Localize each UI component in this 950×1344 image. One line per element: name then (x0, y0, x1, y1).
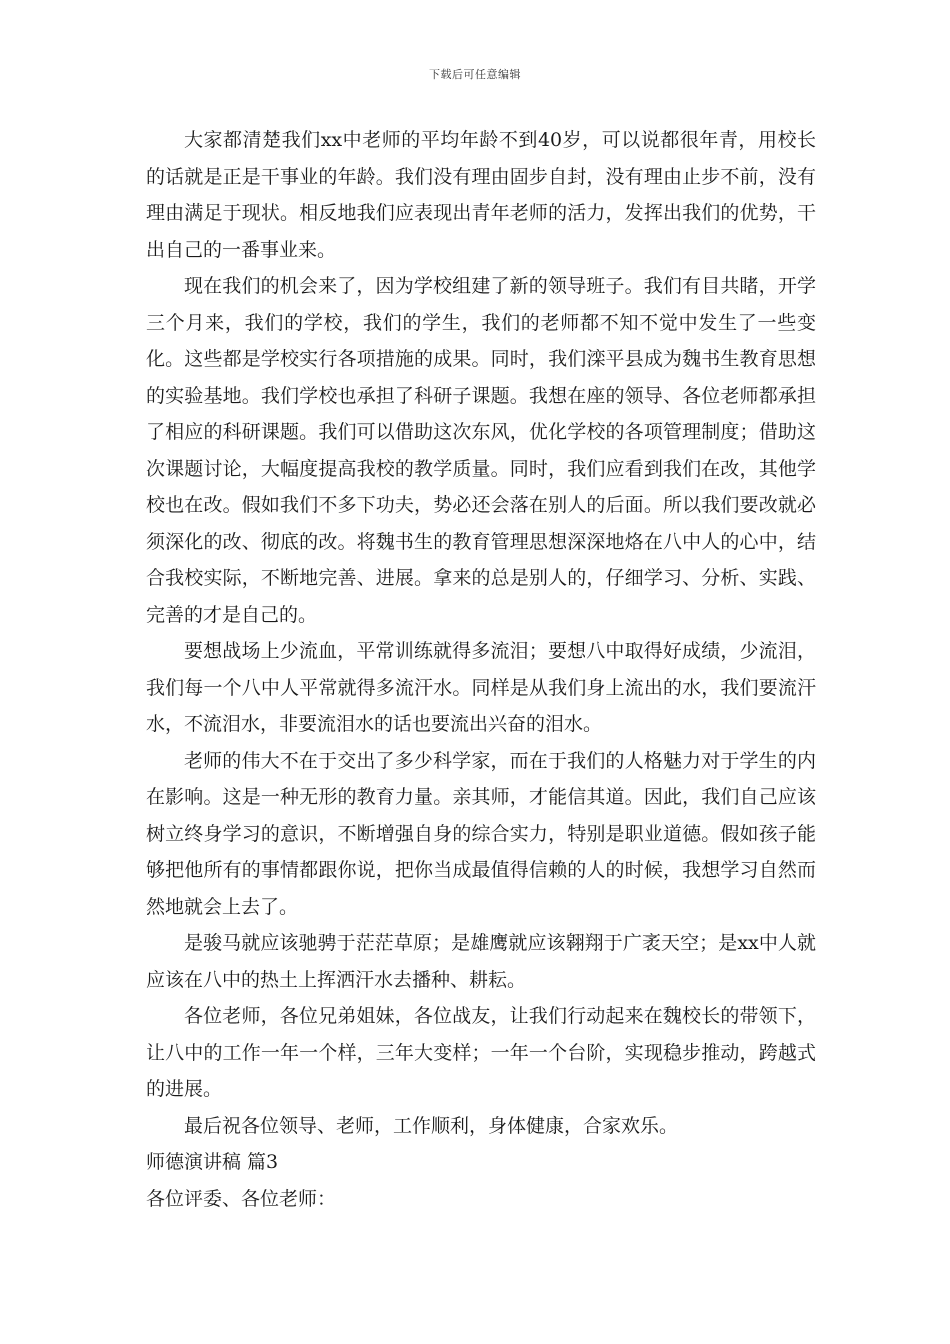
paragraph: 现在我们的机会来了，因为学校组建了新的领导班子。我们有目共睹，开学三个月来，我们的学校，我们的学生，我们的老师都不知不觉中发生了一些变化。这些都是学校实行各项措施的成果。同时，我们滦平县成为魏书生教育思想的实验基地。我们学校也承担了科研子课题。我想在座的领导、各位老师都承担了相应的科研课题。我们可以借助这次东风，优化学校的各项管理制度；借助这次课题讨论，大幅度提高我校的教学质量。同时，我们应看到我们在改，其他学校也在改。假如我们不多下功夫，势必还会落在别人的后面。所以我们要改就必须深化的改、彻底的改。将魏书生的教育管理思想深深地烙在八中人的心中，结合我校实际，不断地完善、进展。拿来的总是别人的，仔细学习、分析、实践、完善的才是自己的。 (146, 275, 816, 626)
paragraph: 各位老师，各位兄弟姐妹，各位战友，让我们行动起来在魏校长的带领下，让八中的工作一年一个样，三年大变样；一年一个台阶，实现稳步推动，跨越式的进展。 (146, 1005, 816, 1100)
paragraph: 大家都清楚我们xx中老师的平均年龄不到40岁，可以说都很年青，用校长的话就是正是干事业的年龄。我们没有理由固步自封，没有理由止步不前，没有理由满足于现状。相反地我们应表现出青年老师的活力，发挥出我们的优势，干出自己的一番事业来。 (146, 129, 816, 261)
section-heading: 师德演讲稿 篇3 (146, 1151, 279, 1173)
document-body (146, 122, 816, 1217)
paragraph: 要想战场上少流血，平常训练就得多流泪；要想八中取得好成绩，少流泪，我们每一个八中人平常就得多流汗水。同样是从我们身上流出的水，我们要流汗水，不流泪水，非要流泪水的话也要流出兴奋的泪水。 (146, 640, 816, 735)
paragraph: 最后祝各位领导、老师，工作顺利，身体健康，合家欢乐。 (184, 1114, 679, 1137)
paragraph: 老师的伟大不在于交出了多少科学家，而在于我们的人格魅力对于学生的内在影响。这是一种无形的教育力量。亲其师，才能信其道。因此，我们自己应该树立终身学习的意识，不断增强自身的综合实力，特别是职业道德。假如孩子能够把他所有的事情都跟你说，把你当成最值得信赖的人的时候，我想学习自然而然地就会上去了。 (146, 749, 816, 918)
salutation: 各位评委、各位老师： (146, 1187, 337, 1210)
paragraph: 是骏马就应该驰骋于茫茫草原；是雄鹰就应该翱翔于广袤天空；是xx中人就应该在八中的热土上挥洒汗水去播种、耕耘。 (146, 932, 816, 991)
header-note: 下载后可任意编辑 (429, 68, 521, 81)
